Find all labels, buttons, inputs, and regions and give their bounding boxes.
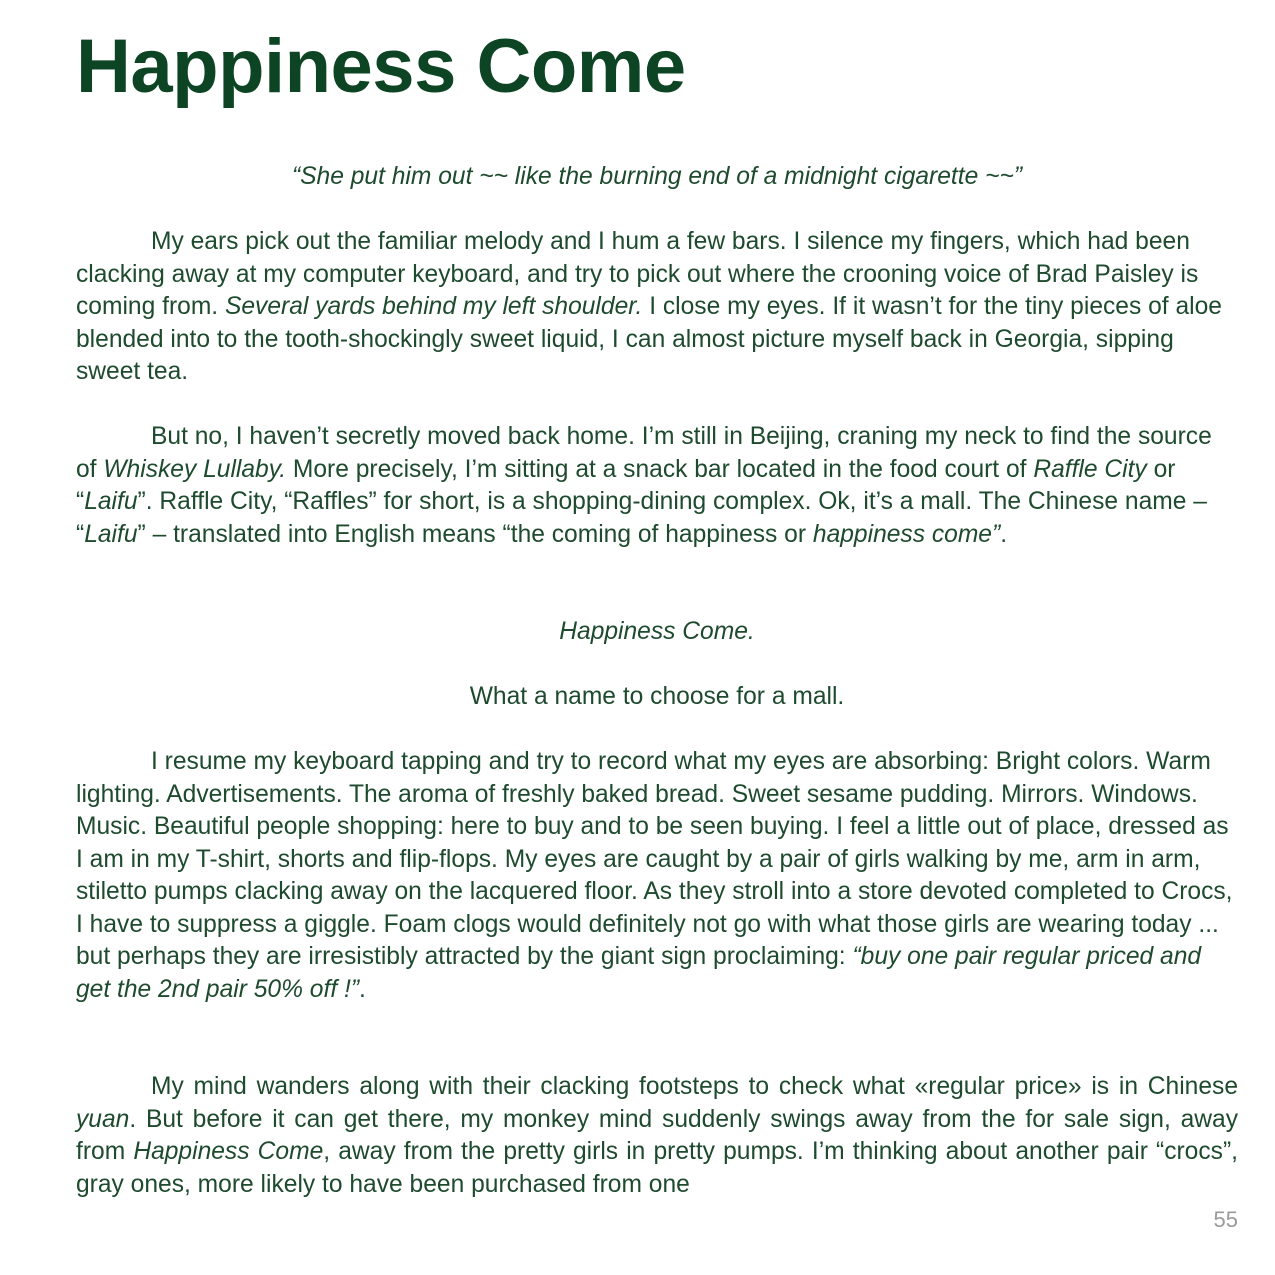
page-number: 55 bbox=[1213, 1207, 1238, 1232]
text-run: ” – translated into English means “the coming of happiness or bbox=[137, 520, 813, 548]
text-run: My ears pick out the familiar melody and I hum a few bars. I silence my fingers, which had been clacking away at my computer keyboard, and try to pick out where the crooning voice of Brad Paisley is coming from. bbox=[76, 228, 1199, 320]
text-run: , away from the pretty girls in pretty pumps. I’m thinking about another pair “crocs”, gray ones, more likely to have been purchased from one bbox=[76, 1138, 1238, 1198]
paragraph-4 bbox=[76, 1071, 1238, 1201]
paragraph-1 bbox=[76, 226, 1238, 389]
centered-line-1 bbox=[76, 616, 1238, 649]
italic-run: Several yards behind my left shoulder. bbox=[224, 293, 643, 320]
text-run: I resume my keyboard tapping and try to record what my eyes are absorbing: Bright colors. Warm lighting. Advertisements. The aroma of freshly baked bread. Sweet sesame pudding. Mirrors. Windows. Music. Beautiful people shopping: here to buy and to be seen buying. I feel a little out of place, dressed as I am in my T-shirt, shorts and flip-flops. My eyes are caught by a pair of girls walking by me, arm in arm, stiletto pumps clacking away on the lacquered floor. As they stroll into a store devoted completed to Crocs, I have to suppress a giggle. Foam clogs would definitely not go with what those girls are wearing today ... but perhaps they are irresistibly attracted by the giant sign proclaiming: bbox=[76, 748, 1233, 970]
page-title: Happiness Come bbox=[76, 24, 686, 109]
italic-run: yuan bbox=[76, 1105, 130, 1133]
italic-run: “buy one pair regular priced and get the 2nd pair 50% off !” bbox=[76, 943, 1202, 1003]
italic-run: Laifu bbox=[84, 520, 138, 548]
text-run: . But before it can get there, my monkey mind suddenly swings away from the for sale sign, away from bbox=[76, 1105, 1238, 1165]
centered-line-1-text: Happiness Come. bbox=[559, 618, 755, 645]
epigraph bbox=[76, 161, 1238, 194]
paragraph-1-text bbox=[76, 226, 1238, 389]
text-run: But no, I haven’t secretly moved back home. I’m still in Beijing, craning my neck to find the source of bbox=[76, 423, 1212, 483]
italic-run: Whiskey Lullaby. bbox=[103, 455, 287, 483]
italic-run: Laifu bbox=[84, 488, 138, 515]
centered-line-2 bbox=[76, 681, 1238, 714]
epigraph-text: “She put him out ~~ like the burning end of a midnight cigarette ~~” bbox=[291, 163, 1023, 190]
text-run: or “ bbox=[76, 455, 1176, 515]
paragraph-3 bbox=[76, 746, 1238, 1006]
text-run: I close my eyes. If it wasn’t for the tiny pieces of aloe blended into to the tooth-shockingly sweet liquid, I can almost picture myself back in Georgia, sipping sweet tea. bbox=[76, 293, 1222, 385]
text-run: ”. Raffle City, “Raffles” for short, is a shopping-dining complex. Ok, it’s a mall. The Chinese name – “ bbox=[76, 488, 1207, 548]
paragraph-2-text bbox=[76, 421, 1238, 551]
centered-line-2-text: What a name to choose for a mall. bbox=[469, 683, 845, 710]
italic-run: Raffle City bbox=[1033, 455, 1147, 483]
text-run: . bbox=[1000, 520, 1008, 548]
paragraph-2 bbox=[76, 421, 1238, 551]
paragraph-3-text bbox=[76, 746, 1238, 1006]
italic-run: happiness come” bbox=[812, 520, 1001, 548]
italic-run: Happiness Come bbox=[133, 1138, 324, 1165]
text-run: My mind wanders along with their clacking footsteps to check what «regular price» is in Chinese bbox=[151, 1073, 1238, 1100]
text-run: . bbox=[359, 975, 366, 1003]
paragraph-4-text bbox=[76, 1071, 1238, 1201]
text-run: More precisely, I’m sitting at a snack bar located in the food court of bbox=[286, 455, 1034, 483]
